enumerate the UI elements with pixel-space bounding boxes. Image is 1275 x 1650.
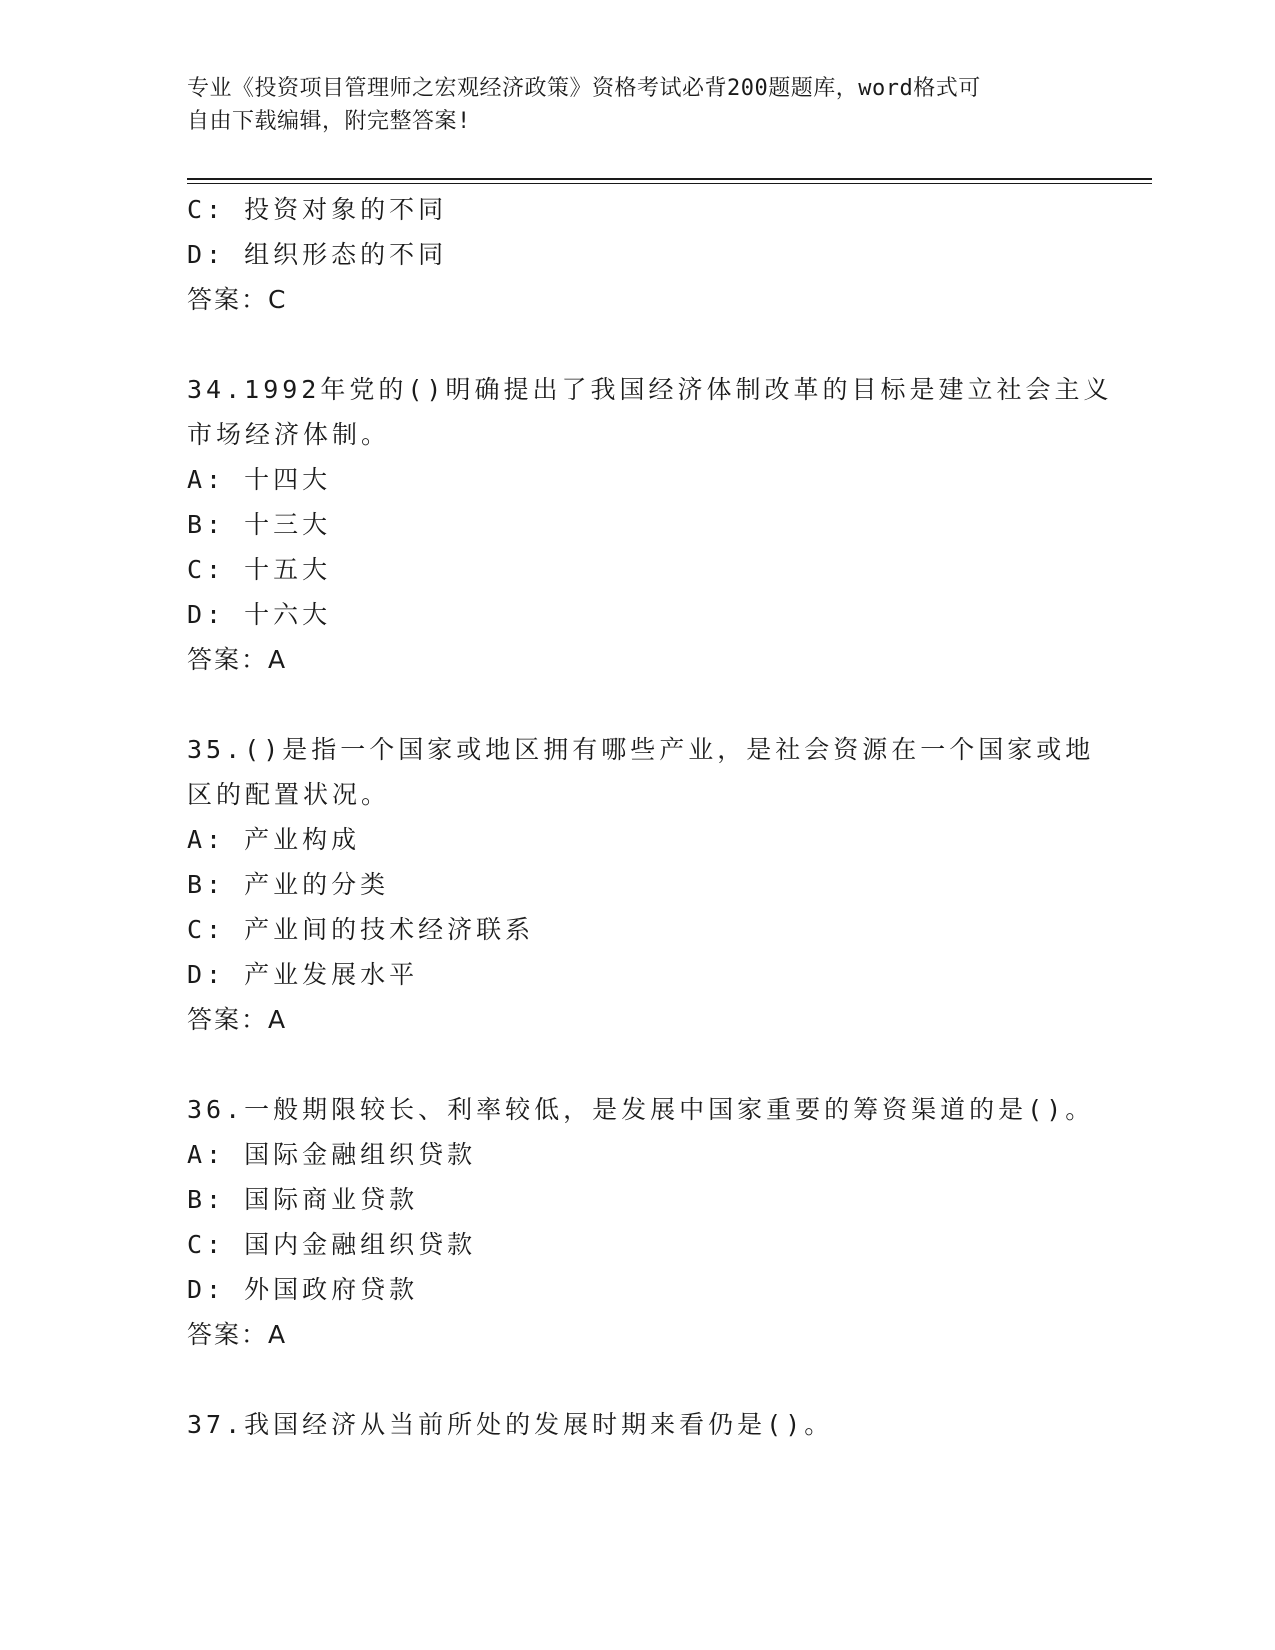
option-c: C: 国内金融组织贷款 bbox=[187, 1230, 477, 1259]
option-a: A: 国际金融组织贷款 bbox=[187, 1140, 477, 1169]
option-d: D: 十六大 bbox=[187, 600, 332, 629]
question-34-text: 34.1992年党的()明确提出了我国经济体制改革的目标是建立社会主义 bbox=[187, 375, 1113, 404]
option-c: C: 产业间的技术经济联系 bbox=[187, 915, 535, 944]
answer-line: 答案：A bbox=[187, 1005, 288, 1034]
header-rule-thin bbox=[187, 183, 1152, 184]
header-rule-thick bbox=[187, 178, 1152, 180]
option-d: D: 组织形态的不同 bbox=[187, 240, 448, 269]
header-line-1: 专业《投资项目管理师之宏观经济政策》资格考试必背200题题库，word格式可 bbox=[187, 76, 981, 101]
option-b: B: 国际商业贷款 bbox=[187, 1185, 419, 1214]
option-d: D: 产业发展水平 bbox=[187, 960, 419, 989]
question-34-text-cont: 市场经济体制。 bbox=[187, 420, 391, 449]
option-a: A: 产业构成 bbox=[187, 825, 361, 854]
question-37-text: 37.我国经济从当前所处的发展时期来看仍是()。 bbox=[187, 1410, 834, 1439]
answer-line: 答案：A bbox=[187, 1320, 288, 1349]
option-a: A: 十四大 bbox=[187, 465, 332, 494]
answer-line: 答案：A bbox=[187, 645, 288, 674]
header-line-2: 自由下载编辑，附完整答案! bbox=[187, 109, 471, 134]
option-c: C: 投资对象的不同 bbox=[187, 195, 448, 224]
option-d: D: 外国政府贷款 bbox=[187, 1275, 419, 1304]
option-b: B: 产业的分类 bbox=[187, 870, 390, 899]
question-36-text: 36.一般期限较长、利率较低，是发展中国家重要的筹资渠道的是()。 bbox=[187, 1095, 1095, 1124]
option-b: B: 十三大 bbox=[187, 510, 332, 539]
question-35-text-cont: 区的配置状况。 bbox=[187, 780, 391, 809]
question-35-text: 35.()是指一个国家或地区拥有哪些产业，是社会资源在一个国家或地 bbox=[187, 735, 1095, 764]
document-header bbox=[187, 72, 1067, 138]
option-c: C: 十五大 bbox=[187, 555, 332, 584]
answer-line: 答案：C bbox=[187, 285, 288, 314]
